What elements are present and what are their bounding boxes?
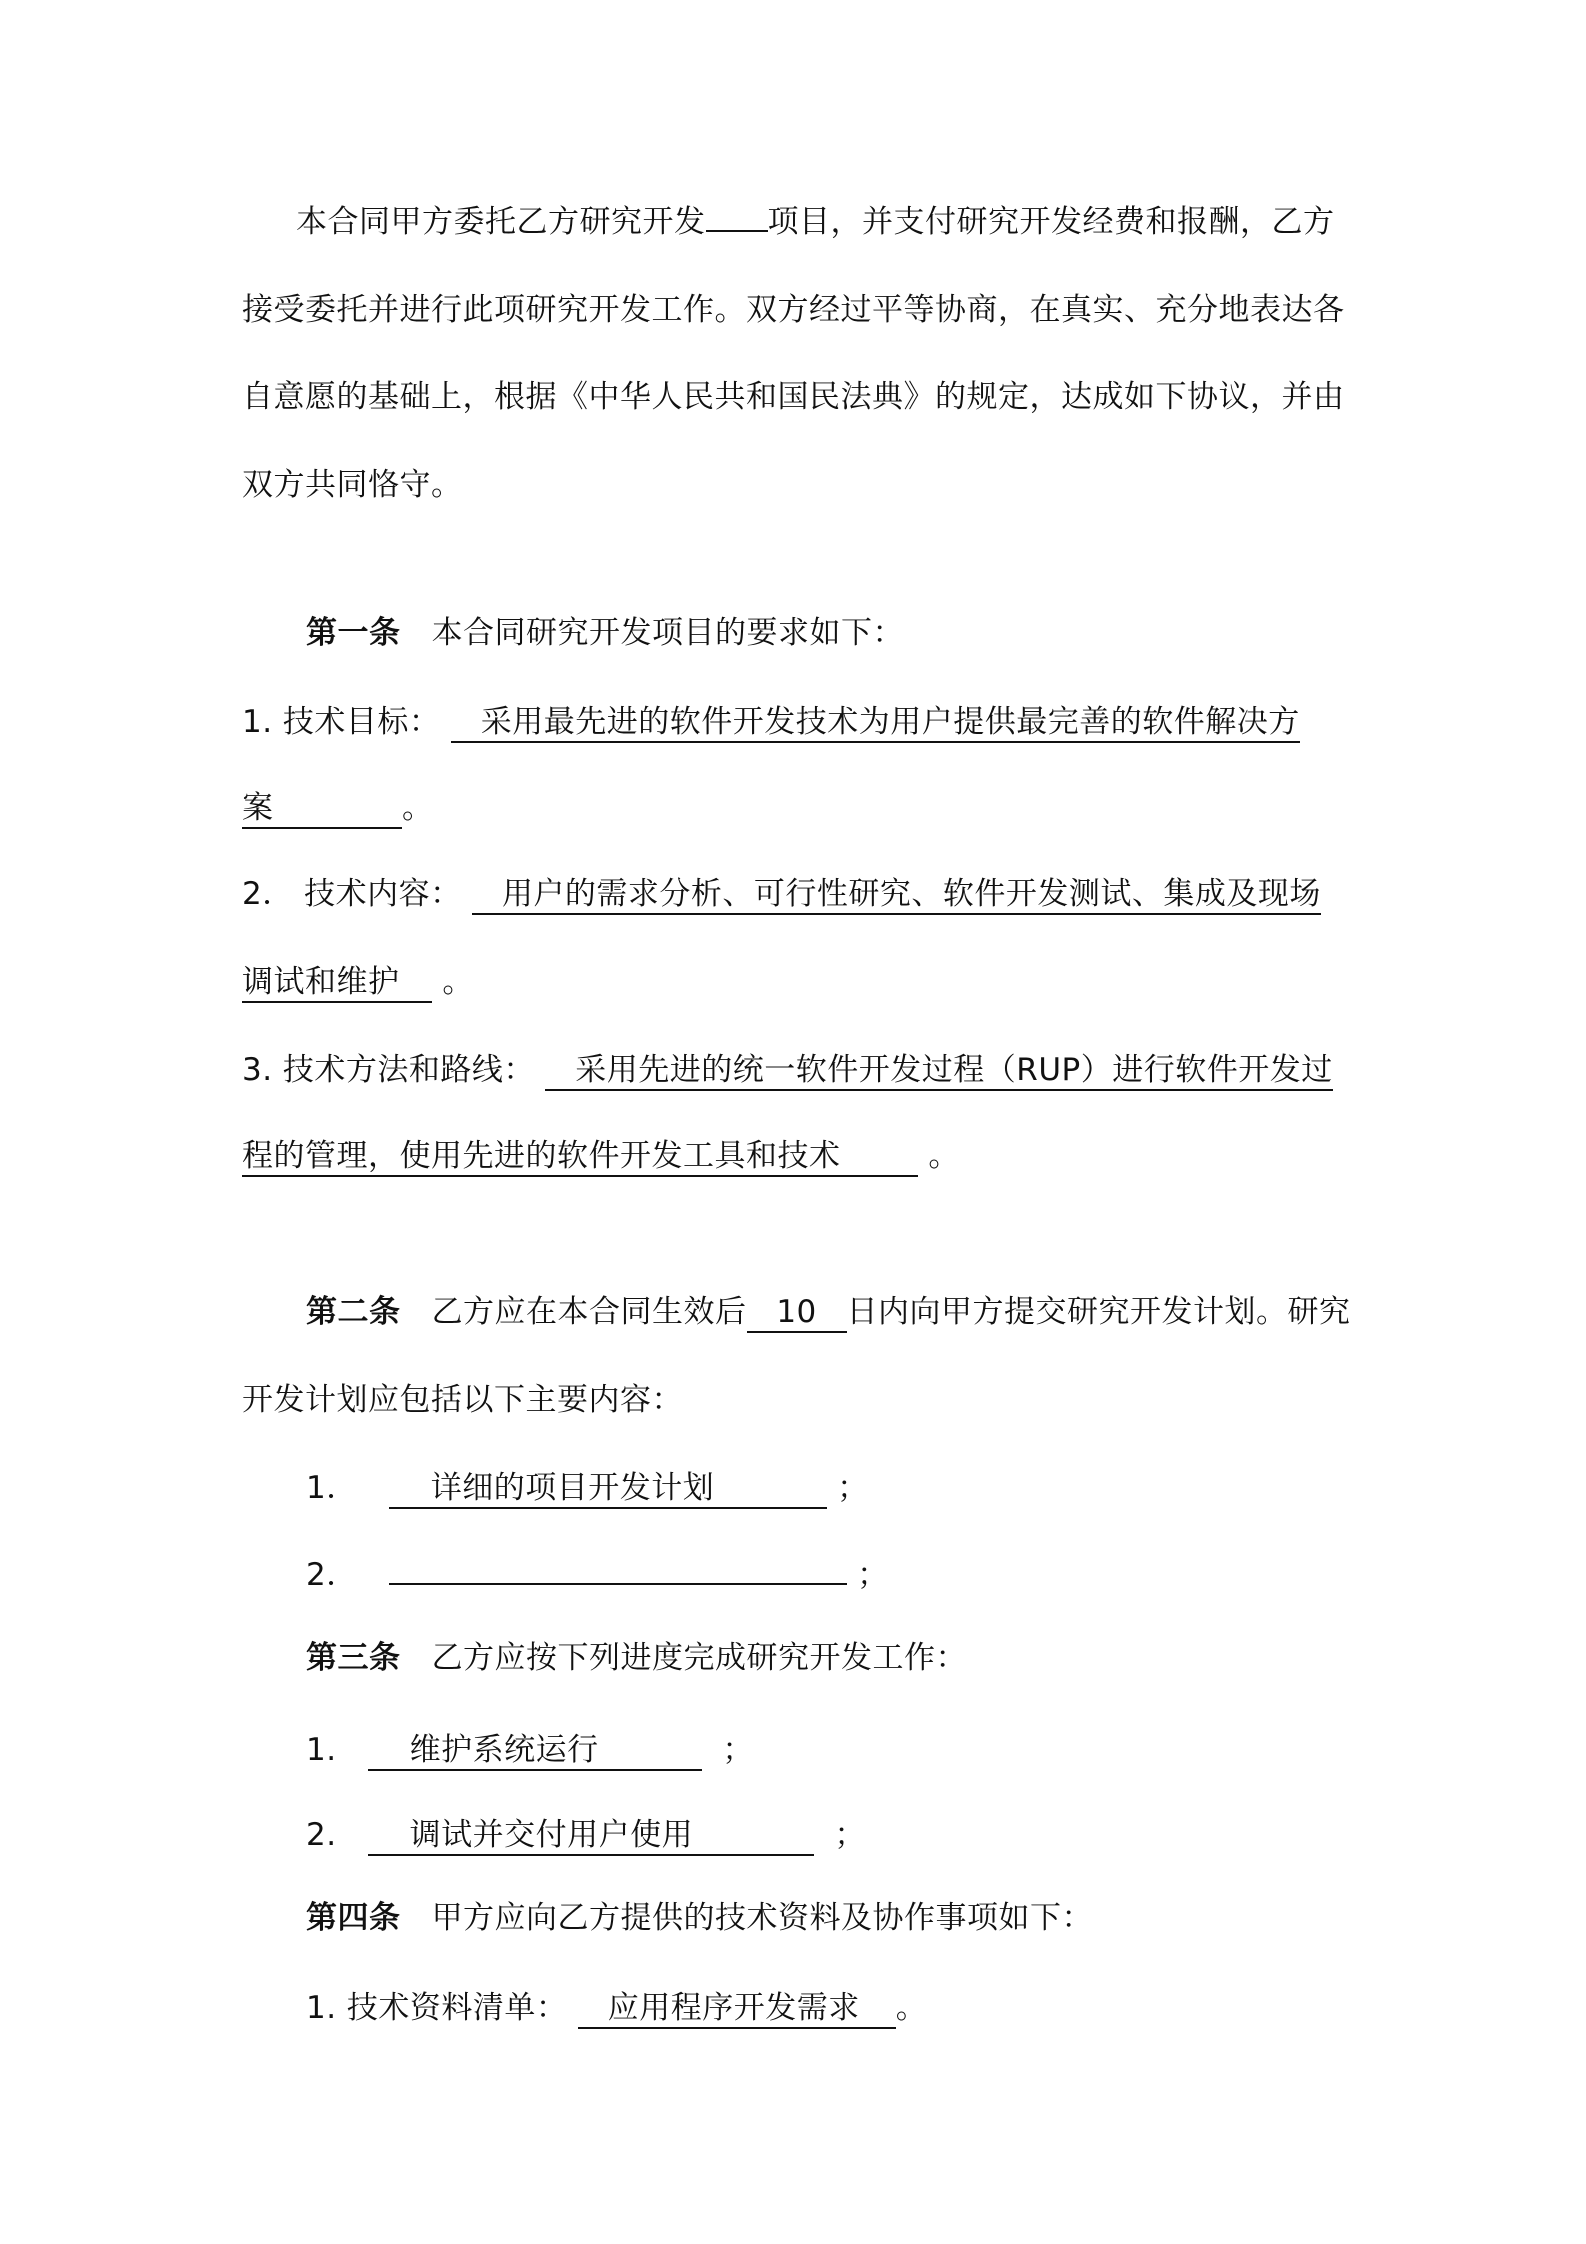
item-label: 1. 技术资料清单： (306, 1990, 568, 2026)
punctuation: ； (834, 1817, 866, 1853)
filled-blank: 调试并交付用户使用 (368, 1816, 814, 1856)
art1-item-1-cont (242, 788, 434, 829)
filled-blank: 案 (242, 789, 402, 829)
punctuation: 。 (928, 1138, 960, 1174)
intro-text: 本合同甲方委托乙方研究开发 (296, 204, 706, 240)
item-label: 1. 技术目标： (242, 704, 441, 740)
filled-blank: 程的管理，使用先进的软件开发工具和技术 (242, 1137, 918, 1177)
item-label: 2． (306, 1557, 358, 1593)
item-label: 2. (306, 1817, 337, 1853)
art2-item-2 (306, 1555, 889, 1595)
art1-item-3-cont (242, 1136, 960, 1177)
art3-item-1 (306, 1730, 754, 1771)
art1-item-2 (242, 874, 1321, 915)
item-label: 2． 技术内容： (242, 876, 462, 912)
filled-blank: 用户的需求分析、可行性研究、软件开发测试、集成及现场 (472, 875, 1321, 915)
article-2-text: 乙方应在本合同生效后 (431, 1294, 747, 1330)
article-2-text: 日内向甲方提交研究开发计划。研究 (846, 1294, 1351, 1330)
item-label: 1． (306, 1470, 358, 1506)
punctuation: ； (722, 1732, 754, 1768)
article-3-text: 乙方应按下列进度完成研究开发工作： (431, 1640, 968, 1676)
punctuation: 。 (402, 790, 434, 826)
punctuation: 。 (895, 1990, 928, 2026)
article-2-line-2: 开发计划应包括以下主要内容： (242, 1382, 683, 1418)
article-2-heading (306, 1292, 1351, 1333)
intro-text: 项目，并支付研究开发经费和报酬，乙方 (767, 204, 1335, 240)
punctuation: ； (857, 1557, 889, 1593)
filled-blank: 维护系统运行 (368, 1731, 702, 1771)
art1-item-3 (242, 1050, 1333, 1091)
art3-item-2 (306, 1815, 866, 1856)
art1-item-2-cont (242, 962, 474, 1003)
article-2-title: 第二条 (306, 1294, 401, 1330)
art2-item-1 (306, 1468, 869, 1509)
empty-blank (389, 1583, 847, 1585)
intro-line-4: 双方共同恪守。 (242, 467, 463, 503)
punctuation: 。 (442, 964, 474, 1000)
article-3-title: 第三条 (306, 1640, 401, 1676)
art1-item-1 (242, 702, 1300, 743)
filled-blank: 应用程序开发需求 (578, 1989, 896, 2029)
article-4-title: 第四条 (306, 1900, 401, 1936)
intro-line-1 (296, 202, 1335, 242)
article-1-heading (306, 613, 904, 653)
article-3-heading (306, 1638, 967, 1678)
item-label: 3. 技术方法和路线： (242, 1052, 535, 1088)
article-1-title: 第一条 (306, 615, 401, 651)
item-label: 1. (306, 1732, 337, 1768)
filled-blank: 采用先进的统一软件开发过程（RUP）进行软件开发过 (545, 1051, 1332, 1091)
intro-line-2: 接受委托并进行此项研究开发工作。双方经过平等协商，在真实、充分地表达各 (242, 292, 1345, 328)
article-1-text: 本合同研究开发项目的要求如下： (431, 615, 905, 651)
filled-blank: 调试和维护 (242, 963, 432, 1003)
filled-blank: 采用最先进的软件开发技术为用户提供最完善的软件解决方 (451, 703, 1300, 743)
article-4-heading (306, 1898, 1093, 1938)
project-name-blank (706, 230, 768, 232)
punctuation: ； (837, 1470, 869, 1506)
days-blank: 10 (747, 1293, 847, 1333)
filled-blank: 详细的项目开发计划 (389, 1469, 827, 1509)
article-4-text: 甲方应向乙方提供的技术资料及协作事项如下： (431, 1900, 1094, 1936)
intro-line-3: 自意愿的基础上，根据《中华人民共和国民法典》的规定，达成如下协议，并由 (242, 379, 1345, 415)
art4-item-1 (306, 1988, 927, 2029)
